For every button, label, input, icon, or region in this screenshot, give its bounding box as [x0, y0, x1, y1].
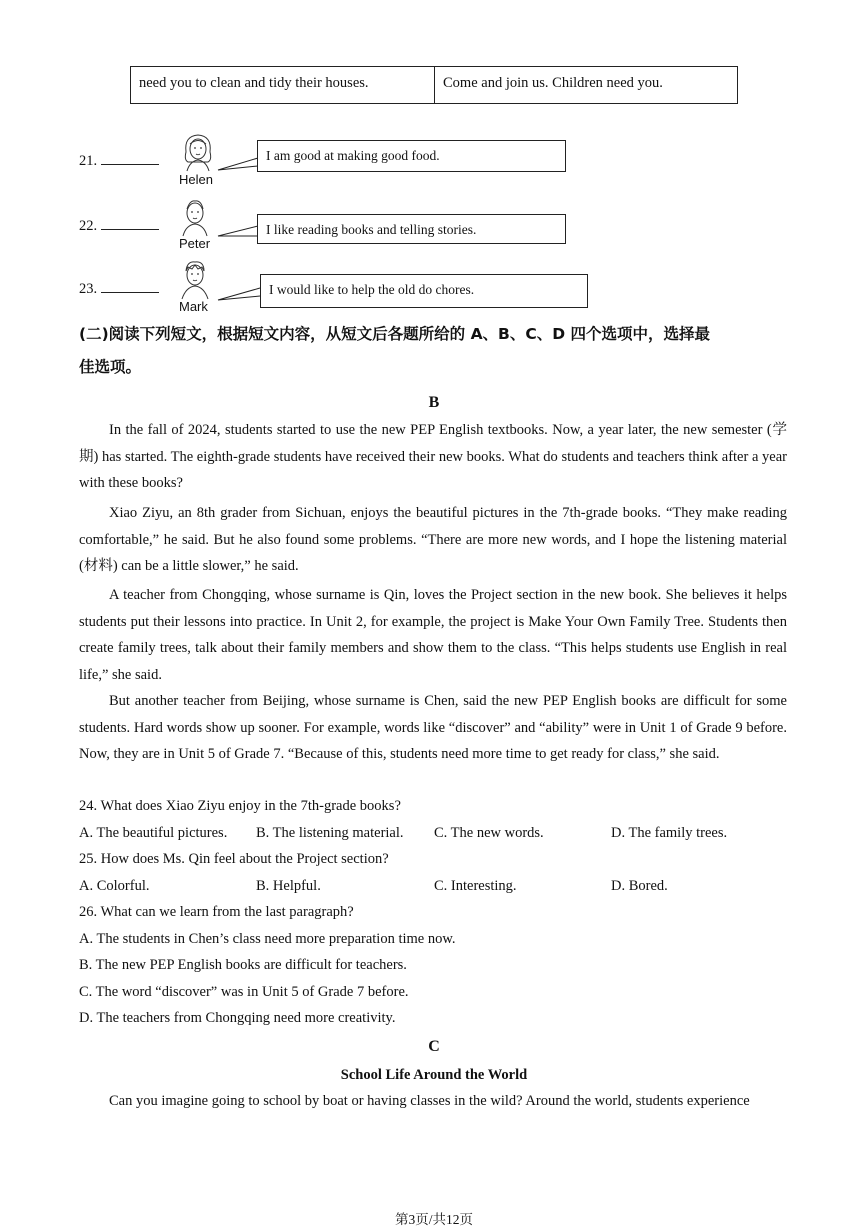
- peter-portrait-icon: [178, 197, 212, 237]
- answer-blank[interactable]: [101, 217, 159, 230]
- speech-text: I am good at making good food.: [266, 148, 440, 163]
- person-name-mark: Mark: [179, 299, 208, 314]
- option-26-b[interactable]: B. The new PEP English books are difficult for teachers.: [79, 957, 407, 973]
- speech-bubble-peter: [257, 214, 566, 244]
- section-instructions-line2: 佳选项。: [79, 358, 142, 376]
- speech-text: I would like to help the old do chores.: [269, 282, 475, 297]
- question-25: 25. How does Ms. Qin feel about the Project section?: [79, 851, 389, 867]
- section-instructions: [79, 318, 710, 384]
- question-number: 22.: [79, 218, 98, 234]
- person-name-peter: Peter: [179, 236, 211, 251]
- person-name-helen: Helen: [179, 172, 213, 187]
- option-24-a[interactable]: A. The beautiful pictures.: [79, 825, 228, 841]
- speech-text: I like reading books and telling stories.: [266, 222, 477, 237]
- options-table: [130, 66, 738, 104]
- section-instructions-line1: (二)阅读下列短文，根据短文内容，从短文后各题所给的 A、B、C、D 四个选项中，选择最: [79, 325, 711, 343]
- answer-blank[interactable]: [101, 152, 159, 165]
- mark-portrait-icon: [178, 258, 212, 300]
- question-23-number: [79, 280, 159, 298]
- option-26-c[interactable]: C. The word “discover” was in Unit 5 of Grade 7 before.: [79, 984, 409, 1000]
- speech-bubble-mark: [260, 274, 588, 308]
- option-25-a[interactable]: A. Colorful.: [79, 878, 150, 894]
- answer-blank[interactable]: [101, 280, 159, 293]
- passage-b-paragraph: But another teacher from Beijing, whose surname is Chen, said the new PEP English books are difficult for some students. Hard words show up sooner. For example, words like “discover” and “ability” were in Unit 1 of Grade 9 before. Now, they are in Unit 5 of Grade 7. “Because of this, students need more time to get ready for class,” she said.: [79, 693, 787, 763]
- option-25-b[interactable]: B. Helpful.: [256, 878, 321, 894]
- option-26-a[interactable]: A. The students in Chen’s class need more preparation time now.: [79, 931, 456, 947]
- question-26: 26. What can we learn from the last paragraph?: [79, 904, 354, 920]
- option-25-d[interactable]: D. Bored.: [611, 878, 668, 894]
- question-24: 24. What does Xiao Ziyu enjoy in the 7th-grade books?: [79, 798, 401, 814]
- passage-b-label: B: [428, 394, 440, 411]
- speech-pointer: [214, 224, 262, 244]
- option-24-d[interactable]: D. The family trees.: [611, 825, 728, 841]
- passage-b-paragraph: A teacher from Chongqing, whose surname is Qin, loves the Project section in the new book. She believes it helps students put their lessons into practice. In Unit 2, for example, the project is Make Your Own Family Tree. Students then create family trees, talk about their family members and show them to the class. “This helps students use English in real life,” she said.: [79, 587, 787, 684]
- table-cell-right: Come and join us. Children need you.: [443, 75, 663, 91]
- option-24-c[interactable]: C. The new words.: [434, 825, 544, 841]
- question-21-number: [79, 152, 159, 170]
- table-cell-left: need you to clean and tidy their houses.: [139, 75, 369, 91]
- passage-b-paragraph: Xiao Ziyu, an 8th grader from Sichuan, enjoys the beautiful pictures in the 7th-grade books. “They make reading comfortable,” he said. But he also found some problems. “There are more new words, and I hope the listening material (材料) can be a little slower,” he said.: [79, 505, 787, 575]
- option-24-b[interactable]: B. The listening material.: [256, 825, 404, 841]
- helen-portrait-icon: [178, 132, 218, 172]
- option-26-d[interactable]: D. The teachers from Chongqing need more creativity.: [79, 1010, 396, 1026]
- passage-c-title: School Life Around the World: [340, 1067, 528, 1083]
- passage-c-first-line: Can you imagine going to school by boat or having classes in the wild? Around the world, students experience: [109, 1093, 750, 1109]
- question-number: 21.: [79, 153, 98, 169]
- speech-pointer: [214, 156, 262, 176]
- option-25-c[interactable]: C. Interesting.: [434, 878, 517, 894]
- passage-b-paragraph: In the fall of 2024, students started to use the new PEP English textbooks. Now, a year later, the new semester (学期) has started. The eighth-grade students have received their new books. What do students and teachers think after a year with these books?: [79, 422, 787, 492]
- passage-c-label: C: [428, 1038, 440, 1055]
- question-22-number: [79, 217, 159, 235]
- page-footer: 第3页/共12页: [394, 1212, 473, 1227]
- speech-pointer: [214, 286, 264, 306]
- question-number: 23.: [79, 281, 98, 297]
- table-divider: [434, 67, 435, 103]
- speech-bubble-helen: [257, 140, 566, 172]
